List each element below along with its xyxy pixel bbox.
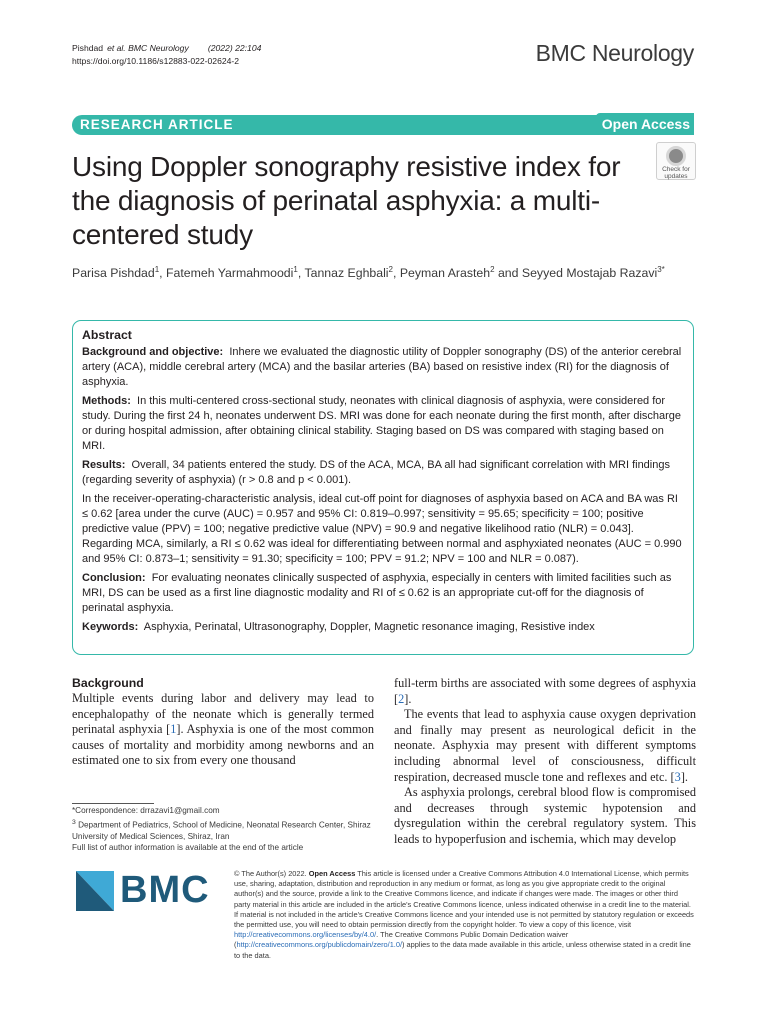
footnotes xyxy=(72,805,372,854)
license-text: ) applies to the data made available in this article, unless otherwise stated in a credit line to the data. xyxy=(234,940,691,960)
author-info-note: Full list of author information is available at the end of the article xyxy=(72,843,304,853)
check-updates-line1: Check for xyxy=(662,166,690,173)
body-text: ]. xyxy=(680,769,688,784)
author-name[interactable]: Peyman Arasteh xyxy=(399,266,491,281)
license-text: This article is licensed under a Creative Commons Attribution 4.0 International License, which permits use, sharing, adaptation, distribution and reproduction in any medium or format, as long as you give appropriate credit to the original author(s) and the source, provide a link to the Creative Commons licence, and indicate if changes were made. The images or other third party material in this article are included in the article's Creative Commons licence, unless indicated otherwise in a credit line to the material. If material is not included in the article's Creative Commons licence and your intended use is not permitted by statutory regulation or exceeds the permitted use, you will need to obtain permission directly from the copyright holder. To view a copy of this licence, visit xyxy=(234,869,694,930)
abstract-background-text: Inhere we evaluated the diagnostic utility of Doppler sonography (DS) of the anterior cerebral artery (ACA), middle cerebral artery (MCA) and the basilar arteries (BA) based on resistive index (RI) for the diagnosis of asphyxia. xyxy=(82,346,682,388)
abstract-results-label: Results: xyxy=(82,459,126,471)
author-affiliation: 3* xyxy=(657,265,665,274)
check-updates-icon xyxy=(666,146,686,166)
abstract-box xyxy=(72,320,694,655)
correspondence-note[interactable]: *Correspondence: drrazavi1@gmail.com xyxy=(72,806,220,815)
reference-link[interactable]: 1 xyxy=(170,722,177,737)
license-statement xyxy=(234,869,696,961)
bmc-logo-mark-icon xyxy=(76,871,114,911)
abstract-methods-label: Methods: xyxy=(82,395,131,407)
body-paragraph: As asphyxia prolongs, cerebral blood flow is compromised and decreases through systemic hypotension and dysregulation within the cerebral regulatory system. This leads to hypoperfusion and ischemia, which may develop xyxy=(394,785,696,846)
body-text: full-term births are associated with some degrees of asphyxia [ xyxy=(394,676,696,706)
article-title: Using Doppler sonography resistive index for the diagnosis of perinatal asphyxia: a multi-centered study xyxy=(72,151,621,250)
public-domain-link[interactable]: http://creativecommons.org/publicdomain/zero/1.0/ xyxy=(236,940,403,950)
author-affiliation: 1 xyxy=(293,265,298,274)
citation-journal: BMC Neurology xyxy=(128,43,189,53)
body-paragraph xyxy=(394,676,696,707)
abstract-conclusion xyxy=(82,571,685,616)
author-name[interactable]: Parisa Pishdad xyxy=(72,266,155,281)
abstract-conclusion-label: Conclusion: xyxy=(82,572,146,584)
bmc-logo-text: BMC xyxy=(120,869,210,911)
author-affiliation: 2 xyxy=(490,265,495,274)
article-type-label: RESEARCH ARTICLE xyxy=(80,117,234,132)
bmc-logo xyxy=(76,871,216,917)
abstract-results-text: Overall, 34 patients entered the study. DS of the ACA, MCA, BA all had significant correlation with MRI findings (regarding severity of asphyxia) (r > 0.8 and p < 0.001). xyxy=(82,459,670,486)
abstract-results-2: In the receiver-operating-characteristic analysis, ideal cut-off point for diagnoses of asphyxia based on ACA and BA was RI ≤ 0.62 [area under the curve (AUC) = 0.957 and 95% CI: 0.819–0.997; sensitivity = 95.65; specificity = 100; positive predictive value (PPV) = 100; negative predictive value (NPV) = 90.9 and negative likelihood ratio (NLR) = 0.043]. Regarding MCA, similarly, a RI ≤ 0.62 was ideal for differentiating between normal and asphyxiated neonates (AUC = 0.990 and 95% CI: 0.873–1; sensitivity = 91.30; specificity = 100; PPV = 91.2; NPV = 100 and NLR = 0.087). xyxy=(82,493,682,565)
body-text: Multiple events during labor and delivery may lead to encephalopathy of the neonate which is generally termed perinatal asphyxia [ xyxy=(72,691,374,737)
body-paragraph xyxy=(394,707,696,785)
citation-header xyxy=(72,42,261,68)
reference-link[interactable]: 3 xyxy=(674,769,681,784)
affiliation-number: 3 xyxy=(72,818,76,826)
open-access-label: Open Access xyxy=(601,116,690,132)
author-name[interactable]: Fatemeh Yarmahmoodi xyxy=(166,266,294,281)
doi-link[interactable]: https://doi.org/10.1186/s12883-022-02624-2 xyxy=(72,56,240,66)
reference-link[interactable]: 2 xyxy=(398,691,405,706)
check-updates-line2: updates xyxy=(664,173,688,180)
citation-year-volume: (2022) 22:104 xyxy=(207,43,262,53)
journal-name: BMC Neurology xyxy=(535,40,694,66)
body-text: ]. xyxy=(404,691,412,706)
abstract-background xyxy=(82,345,685,390)
body-column-right xyxy=(394,676,696,848)
author-name[interactable]: Seyyed Mostajab Razavi xyxy=(521,266,658,281)
body-text: The events that lead to asphyxia cause oxygen deprivation and finally may present as neurological deficit in the neonate. Asphyxia may present with different symptoms including abnormal level of consciousness, difficult respiration, decreased muscle tone and reflexes and etc. [ xyxy=(394,707,696,784)
footnote-divider xyxy=(72,803,154,804)
author-affiliation: 1 xyxy=(154,265,160,274)
author-name[interactable]: Tannaz Eghbali xyxy=(304,266,389,281)
abstract-keywords-label: Keywords: xyxy=(82,621,139,633)
abstract-background-label: Background and objective: xyxy=(82,346,224,358)
body-paragraph xyxy=(72,691,374,769)
author-affiliation: 2 xyxy=(388,265,393,274)
abstract-keywords-text: Asphyxia, Perinatal, Ultrasonography, Doppler, Magnetic resonance imaging, Resistive index xyxy=(143,621,595,633)
affiliation-text: Department of Pediatrics, School of Medicine, Neonatal Research Center, Shiraz University of Medical Sciences, Shiraz, Iran xyxy=(72,820,371,841)
license-link[interactable]: http://creativecommons.org/licenses/by/4.0/ xyxy=(234,930,377,940)
citation-etal: et al. xyxy=(107,43,126,53)
abstract-keywords xyxy=(82,620,685,635)
abstract-heading: Abstract xyxy=(82,328,132,342)
license-text: . The Creative Commons Public Domain Dedication waiver ( xyxy=(234,930,569,950)
abstract-conclusion-text: For evaluating neonates clinically suspected of asphyxia, especially in centers with limited facilities such as MRI, DS can be used as a first line diagnostic modality and RI of ≤ 0.62 is an appropriate cut-off for the diagnosis of perinatal asphyxia. xyxy=(82,572,672,614)
open-access-label-license: Open Access xyxy=(308,869,356,878)
affiliation-note xyxy=(72,817,372,843)
citation-authors: Pishdad xyxy=(72,43,104,53)
author-list: Parisa Pishdad$^1$, Fatemeh Yarmahmoodi$^1$, Tannaz Eghbali$^2$, Peyman Arasteh$^2$ and Seyyed Mostajab Razavi$^{3*}$ xyxy=(72,265,665,281)
article-type-banner xyxy=(72,115,694,135)
check-for-updates-button[interactable] xyxy=(656,142,696,180)
copyright-text: © The Author(s) 2022. xyxy=(234,869,307,878)
abstract-results xyxy=(82,458,685,488)
body-column-left xyxy=(72,676,374,769)
section-heading: Background xyxy=(72,676,144,690)
abstract-methods xyxy=(82,394,685,454)
abstract-methods-text: In this multi-centered cross-sectional study, neonates with clinical diagnosis of asphyxia, were considered for study. During the first 24 h, neonates underwent DS. MRI was done for each neonate during the first month, after discharge or during hospital admission, after obtaining clinical stability. Staging based on DS was compared with staging based on MRI. xyxy=(82,395,682,452)
body-text: ]. Asphyxia is one of the most common causes of mortality and morbidity among newborns and an estimated one to six from every one thousand xyxy=(72,722,374,768)
